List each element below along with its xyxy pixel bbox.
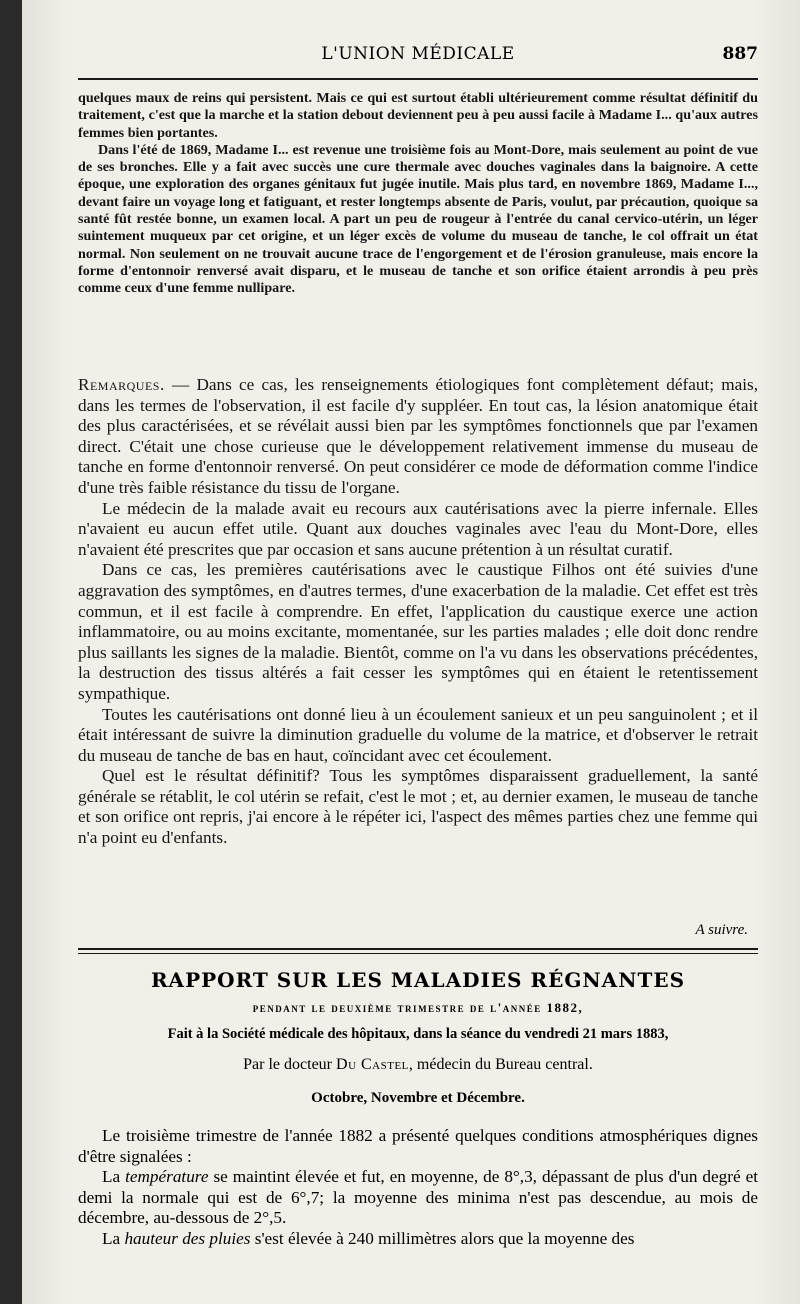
emphasis: température: [125, 1167, 209, 1187]
period-heading: Octobre, Novembre et Décembre.: [311, 1090, 525, 1106]
emphasis: hauteur des pluies: [124, 1228, 251, 1248]
paragraph: Quel est le résultat définitif? Tous les symptômes disparaissent graduellement, la santé générale se rétablit, le col utérin se refait, c'est le mot ; et, au dernier examen, le museau de tanche et son orifice ont repris, j'ai encore à le répéter ici, l'aspect des mêmes parties chez une femme qui n'a point eu d'enfants.: [78, 766, 758, 848]
paragraph: [78, 1229, 758, 1250]
paragraph: [78, 375, 758, 499]
a-suivre: A suivre.: [695, 922, 748, 938]
paragraph: Dans l'été de 1869, Madame I... est revenue une troisième fois au Mont-Dore, mais seulement au point de vue de ses bronches. Elle y a fait avec succès une cure thermale avec douches vaginales dans la baignoire. A cette époque, une exploration des organes génitaux fut jugée inutile. Mais plus tard, en novembre 1869, Madame I..., devant faire un voyage long et fatiguant, et rester longtemps absente de Paris, voulut, par précaution, quoique sa santé fût restée bonne, un examen local. A part un peu de rougeur à l'entrée du canal cervico-utérin, un léger suintement muqueux par cet origine, et un léger excès de volume du museau de tanche, le col offrait un état normal. Non seulement on ne trouvait aucune trace de l'engorgement et de l'érosion granuleuse, mais encore la forme d'entonnoir renversé avait disparu, et le museau de tanche et son orifice étaient arrondis à peu près comme ceux d'une femme nullipare.: [78, 141, 758, 297]
author-suffix: , médecin du Bureau central.: [408, 1056, 593, 1073]
paragraph: Le troisième trimestre de l'année 1882 a présenté quelques conditions atmosphériques dignes d'être signalées :: [78, 1126, 758, 1166]
author-name: Du Castel: [336, 1056, 409, 1073]
section-subtitle: pendant le deuxième trimestre de l'année 1882,: [252, 1000, 584, 1015]
text: La: [102, 1167, 126, 1187]
header-rule: [78, 78, 758, 80]
paragraph-text: — Dans ce cas, les renseignements étiologiques font complètement défaut; mais, dans les termes de l'observation, il est facile d'y suppléer. En tout cas, la lésion anatomique était des plus caractérisées, et se révélait aussi bien par les symptômes fonctionnels que par l'examen direct. C'était une chose curieuse que le développement relativement immense du museau de tanche en forme d'entonnoir renversé. On peut considérer ce mode de déformation comme l'indice d'une très faible résistance du tissu de l'organe.: [78, 375, 758, 497]
paragraph: Dans ce cas, les premières cautérisations avec le caustique Filhos ont été suivies d'une aggravation des symptômes, en d'autres termes, d'une exacerbation de la maladie. Cet effet est très commun, et il est facile à comprendre. En effet, l'application du caustique exerce une action inflammatoire, ou au moins excitante, momentanée, sur les parties malades ; elle doit donc rendre plus saillants les signes de la maladie. Bientôt, comme on l'a vu dans les observations précédentes, la destruction des tissus altérés a fait cesser les symptômes qui en étaient le retentissement sympathique.: [78, 560, 758, 703]
rapport-body: [78, 1126, 758, 1250]
author-line: [78, 1056, 758, 1074]
observation-text: [78, 90, 758, 298]
text: s'est élevée à 240 millimètres alors que la moyenne des: [250, 1228, 635, 1248]
page-number: 887: [722, 44, 758, 64]
section-title: RAPPORT SUR LES MALADIES RÉGNANTES: [150, 968, 686, 992]
text: se maintint élevée et fut, en moyenne, de 8°,3, dépassant de plus d'un degré et demi la normale qui est de 6°,7; la moyenne des minima n'est pas descendue, au mois de décembre, au-dessous de 2°,5.: [78, 1167, 758, 1228]
remarques-label: Remarques.: [78, 375, 165, 394]
running-title: L'UNION MÉDICALE: [321, 44, 515, 64]
text: La: [102, 1228, 125, 1248]
paragraph: Toutes les cautérisations ont donné lieu à un écoulement sanieux et un peu sanguinolent ; et il était intéressant de suivre la diminution graduelle du volume de la matrice, et d'observer le retrait du museau de tanche de bas en haut, coïncidant avec cet écoulement.: [78, 704, 758, 765]
section-rule-thin: [78, 953, 758, 954]
paragraph: [78, 1167, 758, 1229]
author-prefix: Par le docteur: [243, 1056, 337, 1073]
paragraph: Le médecin de la malade avait eu recours aux cautérisations avec la pierre infernale. Elles n'avaient eu aucun effet utile. Quant aux douches vaginales avec l'eau du Mont-Dore, elles n'avaient été prescrites que par occasion et sans aucune prétention à un résultat curatif.: [78, 498, 758, 559]
paragraph: quelques maux de reins qui persistent. Mais ce qui est surtout établi ultérieurement comme résultat définitif du traitement, c'est que la marche et la station debout deviennent peu à peu aussi facile à Madame I... qu'aux autres femmes bien portantes.: [78, 90, 758, 141]
session-line: Fait à la Société médicale des hôpitaux, dans la séance du vendredi 21 mars 1883,: [167, 1026, 669, 1042]
document-page: [22, 0, 800, 1304]
running-header: [78, 44, 758, 74]
section-rule-thick: [78, 948, 758, 950]
remarques-section: [78, 375, 758, 849]
